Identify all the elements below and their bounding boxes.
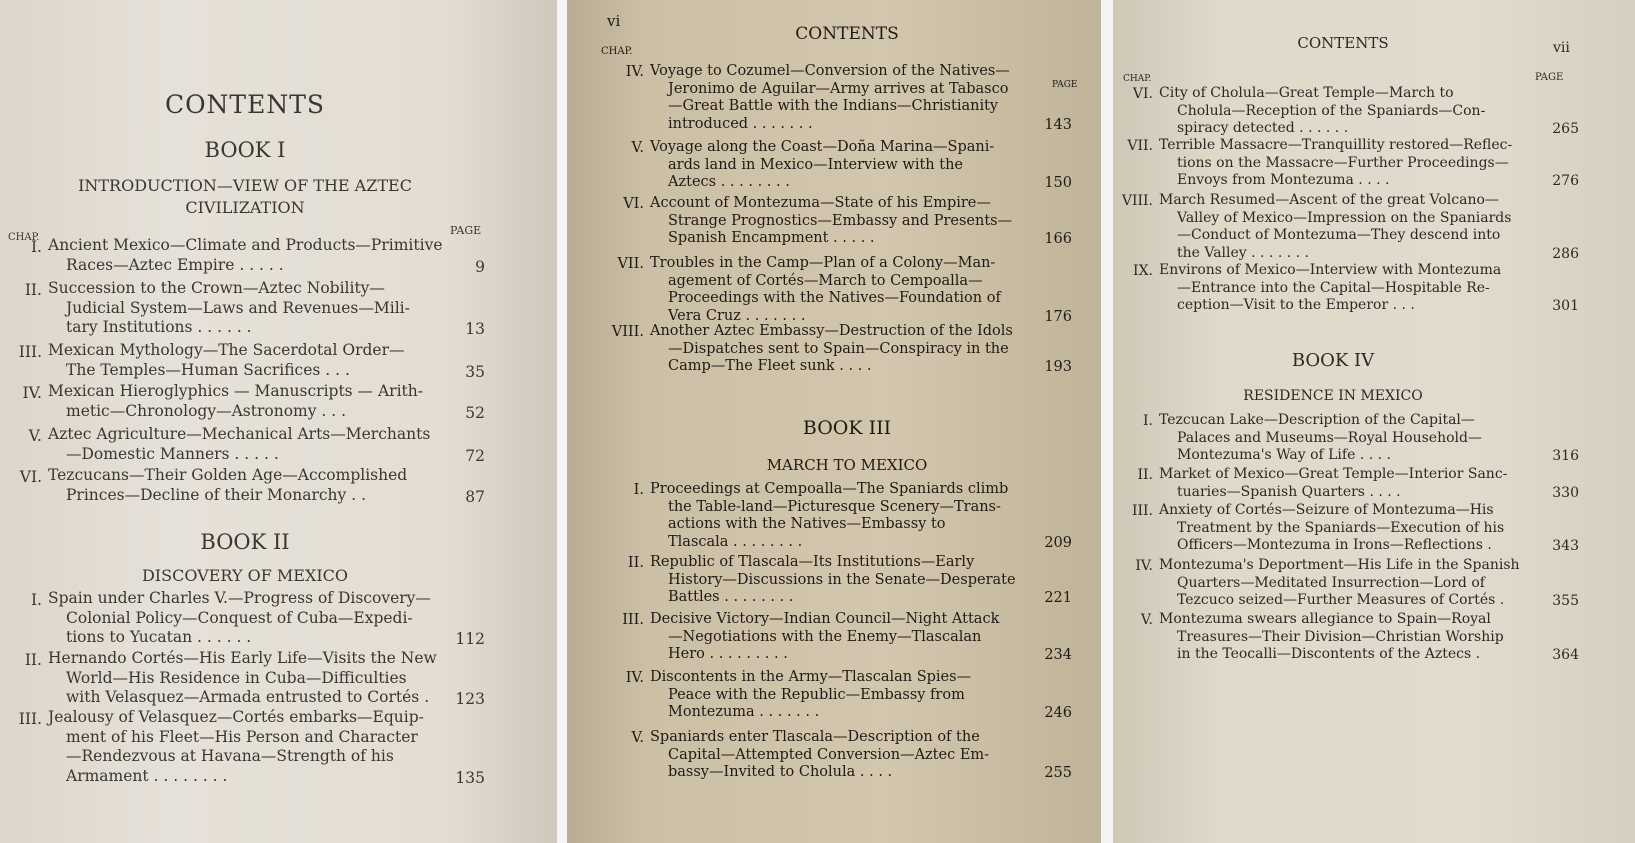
chapter-text-line: Tlascala . . . . . . . . <box>668 533 803 550</box>
chapter-text-line: Mexican Mythology—The Sacerdotal Order— <box>48 341 405 359</box>
chapter-text-line: Montezuma swears allegiance to Spain—Royal <box>1159 611 1491 627</box>
chapter-text-line: Montezuma's Deportment—His Life in the Spanish <box>1159 557 1520 573</box>
chapter-text-line: Decisive Victory—Indian Council—Night Attack <box>650 611 1000 627</box>
page-number: 286 <box>1552 245 1579 262</box>
chapter-text-line: Montezuma . . . . . . . <box>668 704 820 720</box>
chap-label: CHAP. <box>601 46 633 57</box>
chapter-text-line: Treasures—Their Division—Christian Worship <box>1177 628 1504 645</box>
book-heading: BOOK IV <box>1291 350 1375 371</box>
chapter-text-line: actions with the Natives—Embassy to <box>668 516 946 532</box>
chap-label: CHAP. <box>1123 74 1152 84</box>
chapter-text-line: bassy—Invited to Cholula . . . . <box>668 764 893 780</box>
book-subtitle: CIVILIZATION <box>185 198 305 217</box>
chapter-text-line: introduced . . . . . . . <box>668 115 813 132</box>
page-number: 193 <box>1044 359 1072 375</box>
page-label: PAGE <box>1052 80 1078 90</box>
chapter-text-line: in the Teocalli—Discontents of the Aztecs . <box>1177 646 1481 662</box>
chapter-text-line: Palaces and Museums—Royal Household— <box>1177 429 1482 446</box>
chapter-text-line: Camp—The Fleet sunk . . . . <box>668 358 872 374</box>
chapter-text-line: Another Aztec Embassy—Destruction of the Idols <box>650 323 1013 339</box>
chapter-text-line: Cholula—Reception of the Spaniards—Con- <box>1177 102 1486 119</box>
chapter-text-line: Voyage to Cozumel—Conversion of the Natives— <box>650 63 1010 79</box>
chapter-text-line: Treatment by the Spaniards—Execution of his <box>1177 519 1505 536</box>
page-number: 112 <box>455 630 485 648</box>
chapter-text-line: Jeronimo de Aguilar—Army arrives at Tabasco <box>668 80 1009 97</box>
page-number: 35 <box>465 362 485 381</box>
middle-page <box>567 0 1101 843</box>
chapter-text-line: —Entrance into the Capital—Hospitable Re- <box>1177 279 1490 296</box>
chapter-number: II. <box>1137 467 1153 483</box>
chapter-text-line: metic—Chronology—Astronomy . . . <box>66 401 347 420</box>
chapter-text-line: ception—Visit to the Emperor . . . <box>1177 297 1415 313</box>
chapter-text-line: —Negotiations with the Enemy—Tlascalan <box>668 628 982 645</box>
chapter-number: VIII. <box>1121 193 1153 209</box>
page-number: 255 <box>1044 765 1072 781</box>
chapter-text-line: Colonial Policy—Conquest of Cuba—Expedi- <box>66 608 413 627</box>
chapter-text-line: Tezcucans—Their Golden Age—Accomplished <box>48 466 408 484</box>
chapter-number: V. <box>28 427 42 445</box>
page-number: 13 <box>465 320 485 338</box>
book-subtitle: INTRODUCTION—VIEW OF THE AZTEC <box>78 176 412 195</box>
chapter-number: IV. <box>625 670 644 686</box>
chapter-text-line: —Domestic Manners . . . . . <box>66 444 279 463</box>
chapter-text-line: with Velasquez—Armada entrusted to Cortés . <box>66 688 430 706</box>
chapter-text-line: Princes—Decline of their Monarchy . . <box>66 485 367 504</box>
page-label: PAGE <box>450 224 482 237</box>
chapter-text-line: tions to Yucatan . . . . . . <box>66 628 252 646</box>
chapter-text-line: tuaries—Spanish Quarters . . . . <box>1177 483 1401 500</box>
page-number: 355 <box>1552 593 1579 609</box>
chapter-text-line: Officers—Montezuma in Irons—Reflections . <box>1177 537 1492 553</box>
folio: vii <box>1553 40 1570 56</box>
chapter-text-line: The Temples—Human Sacrifices . . . <box>66 360 350 379</box>
page-number: 265 <box>1552 121 1579 137</box>
chapter-number: VI. <box>1132 86 1153 102</box>
chapter-number: IV. <box>1135 558 1153 574</box>
chapter-text-line: World—His Residence in Cuba—Difficulties <box>66 668 407 687</box>
chapter-text-line: —Conduct of Montezuma—They descend into <box>1177 227 1501 243</box>
chapter-number: IV. <box>625 64 644 80</box>
chapter-text-line: Montezuma's Way of Life . . . . <box>1177 447 1391 463</box>
chapter-text-line: ment of his Fleet—His Person and Character <box>66 727 418 746</box>
chapter-text-line: tions on the Massacre—Further Proceedings— <box>1177 154 1509 171</box>
chapter-text-line: Account of Montezuma—State of his Empire— <box>650 195 991 211</box>
book-subtitle: RESIDENCE IN MEXICO <box>1243 388 1423 404</box>
chapter-text-line: March Resumed—Ascent of the great Volcano— <box>1159 192 1499 208</box>
book-subtitle: DISCOVERY OF MEXICO <box>141 566 349 585</box>
chapter-text-line: City of Cholula—Great Temple—March to <box>1159 85 1454 101</box>
chapter-text-line: —Rendezvous at Havana—Strength of his <box>66 747 394 765</box>
book-subtitle: MARCH TO MEXICO <box>766 456 928 474</box>
book-heading: BOOK I <box>204 138 286 162</box>
chap-label: CHAP. <box>8 232 40 243</box>
page-number: 364 <box>1552 647 1579 663</box>
page-number: 176 <box>1044 308 1072 325</box>
page-number: 87 <box>465 487 485 506</box>
chapter-text-line: ards land in Mexico—Interview with the <box>668 156 964 173</box>
chapter-text-line: Strange Prognostics—Embassy and Presents— <box>668 212 1013 229</box>
book-heading: BOOK III <box>802 417 892 439</box>
chapter-text-line: Anxiety of Cortés—Seizure of Montezuma—His <box>1159 502 1494 518</box>
chapter-text-line: the Table-land—Picturesque Scenery—Trans- <box>668 498 1001 515</box>
page-number: 343 <box>1552 538 1579 554</box>
folio: vi <box>607 12 621 30</box>
chapter-text-line: spiracy detected . . . . . . <box>1177 120 1349 136</box>
page-number: 301 <box>1552 298 1579 314</box>
page-number: 72 <box>465 446 485 465</box>
chapter-text-line: Spanish Encampment . . . . . <box>668 230 875 246</box>
page-gutter <box>1101 0 1113 843</box>
chapter-text-line: Mexican Hieroglyphics — Manuscripts — Arith- <box>48 382 423 400</box>
chapter-text-line: Valley of Mexico—Impression on the Spaniards <box>1177 209 1512 226</box>
contents-title: CONTENTS <box>1297 34 1389 52</box>
chapter-number: VII. <box>1127 138 1153 154</box>
chapter-number: V. <box>1140 612 1153 628</box>
page-number: 246 <box>1044 705 1072 721</box>
chapter-text-line: Peace with the Republic—Embassy from <box>668 686 965 703</box>
page-number: 9 <box>475 257 485 276</box>
chapter-text-line: Judicial System—Laws and Revenues—Mili- <box>66 298 410 317</box>
chapter-text-line: Spain under Charles V.—Progress of Discovery— <box>48 589 431 607</box>
chapter-text-line: the Valley . . . . . . . <box>1177 244 1310 261</box>
contents-title: CONTENTS <box>164 90 326 119</box>
chapter-text-line: Succession to the Crown—Aztec Nobility— <box>48 279 385 297</box>
chapter-text-line: Proceedings at Cempoalla—The Spaniards climb <box>650 481 1009 497</box>
page-number: 135 <box>455 768 485 787</box>
chapter-number: V. <box>631 140 644 156</box>
page-number: 234 <box>1044 647 1072 663</box>
chapter-text-line: Hero . . . . . . . . . <box>668 646 788 662</box>
page-number: 276 <box>1552 173 1579 189</box>
chapter-number: VII. <box>617 256 644 272</box>
page-gutter <box>557 0 567 843</box>
chapter-text-line: Envoys from Montezuma . . . . <box>1177 172 1390 188</box>
chapter-text-line: Aztecs . . . . . . . . <box>668 174 790 190</box>
page-number: 221 <box>1044 590 1072 606</box>
page-number: 52 <box>465 403 485 422</box>
chapter-text-line: tary Institutions . . . . . . <box>66 318 252 336</box>
chapter-number: I. <box>1143 413 1153 429</box>
page-number: 123 <box>455 690 485 708</box>
page-number: 143 <box>1044 116 1072 133</box>
chapter-text-line: —Great Battle with the Indians—Christianity <box>668 98 999 114</box>
chapter-number: II. <box>24 281 42 299</box>
page-number: 330 <box>1552 484 1579 501</box>
chapter-text-line: Tezcucan Lake—Description of the Capital— <box>1159 412 1475 428</box>
chapter-text-line: Proceedings with the Natives—Foundation of <box>668 290 1001 306</box>
left-page <box>0 0 557 843</box>
chapter-number: III. <box>622 612 644 628</box>
chapter-text-line: Troubles in the Camp—Plan of a Colony—Man- <box>650 255 996 271</box>
chapter-number: III. <box>18 710 42 728</box>
book-heading: BOOK II <box>200 530 290 554</box>
chapter-text-line: Discontents in the Army—Tlascalan Spies— <box>650 669 972 685</box>
chapter-text-line: Spaniards enter Tlascala—Description of the <box>650 729 980 745</box>
chapter-text-line: Quarters—Meditated Insurrection—Lord of <box>1177 574 1485 591</box>
chapter-number: III. <box>18 343 42 361</box>
page-number: 316 <box>1552 448 1579 464</box>
chapter-number: II. <box>627 555 644 571</box>
chapter-number: IV. <box>22 384 42 402</box>
chapter-text-line: Environs of Mexico—Interview with Montezuma <box>1159 262 1502 278</box>
chapter-text-line: agement of Cortés—March to Cempoalla— <box>668 272 983 289</box>
chapter-text-line: Voyage along the Coast—Doña Marina—Spani- <box>650 139 995 155</box>
chapter-number: II. <box>24 651 42 669</box>
chapter-text-line: Jealousy of Velasquez—Cortés embarks—Equip- <box>48 708 424 726</box>
chapter-text-line: Battles . . . . . . . . <box>668 589 794 605</box>
chapter-text-line: Aztec Agriculture—Mechanical Arts—Merchants <box>48 425 431 443</box>
right-page <box>1113 0 1635 843</box>
chapter-text-line: Capital—Attempted Conversion—Aztec Em- <box>668 746 990 763</box>
page-number: 150 <box>1044 175 1072 191</box>
chapter-text-line: Ancient Mexico—Climate and Products—Primitive <box>48 236 443 254</box>
chapter-text-line: Republic of Tlascala—Its Institutions—Early <box>650 554 975 570</box>
chapter-number: III. <box>1131 503 1153 519</box>
chapter-text-line: Market of Mexico—Great Temple—Interior Sanc- <box>1159 466 1508 482</box>
chapter-text-line: —Dispatches sent to Spain—Conspiracy in the <box>668 340 1009 357</box>
chapter-text-line: Armament . . . . . . . . <box>66 766 228 785</box>
chapter-number: IX. <box>1133 263 1153 279</box>
chapter-number: I. <box>30 238 42 256</box>
chapter-number: VIII. <box>611 324 644 340</box>
chapter-number: VI. <box>19 468 42 486</box>
chapter-number: VI. <box>623 196 644 212</box>
chapter-text-line: Vera Cruz . . . . . . . <box>668 307 806 324</box>
chapter-number: V. <box>631 730 644 746</box>
page-number: 209 <box>1044 534 1072 551</box>
chapter-number: I. <box>633 482 644 498</box>
chapter-number: I. <box>30 591 42 609</box>
contents-title: CONTENTS <box>795 24 899 44</box>
chapter-text-line: History—Discussions in the Senate—Desperate <box>668 571 1016 588</box>
page-number: 166 <box>1044 231 1072 247</box>
chapter-text-line: Tezcuco seized—Further Measures of Cortés . <box>1177 592 1505 608</box>
chapter-text-line: Terrible Massacre—Tranquillity restored—Reflec- <box>1159 137 1513 153</box>
chapter-text-line: Hernando Cortés—His Early Life—Visits the New <box>48 649 437 667</box>
page-label: PAGE <box>1535 72 1564 83</box>
chapter-text-line: Races—Aztec Empire . . . . . <box>66 255 284 274</box>
